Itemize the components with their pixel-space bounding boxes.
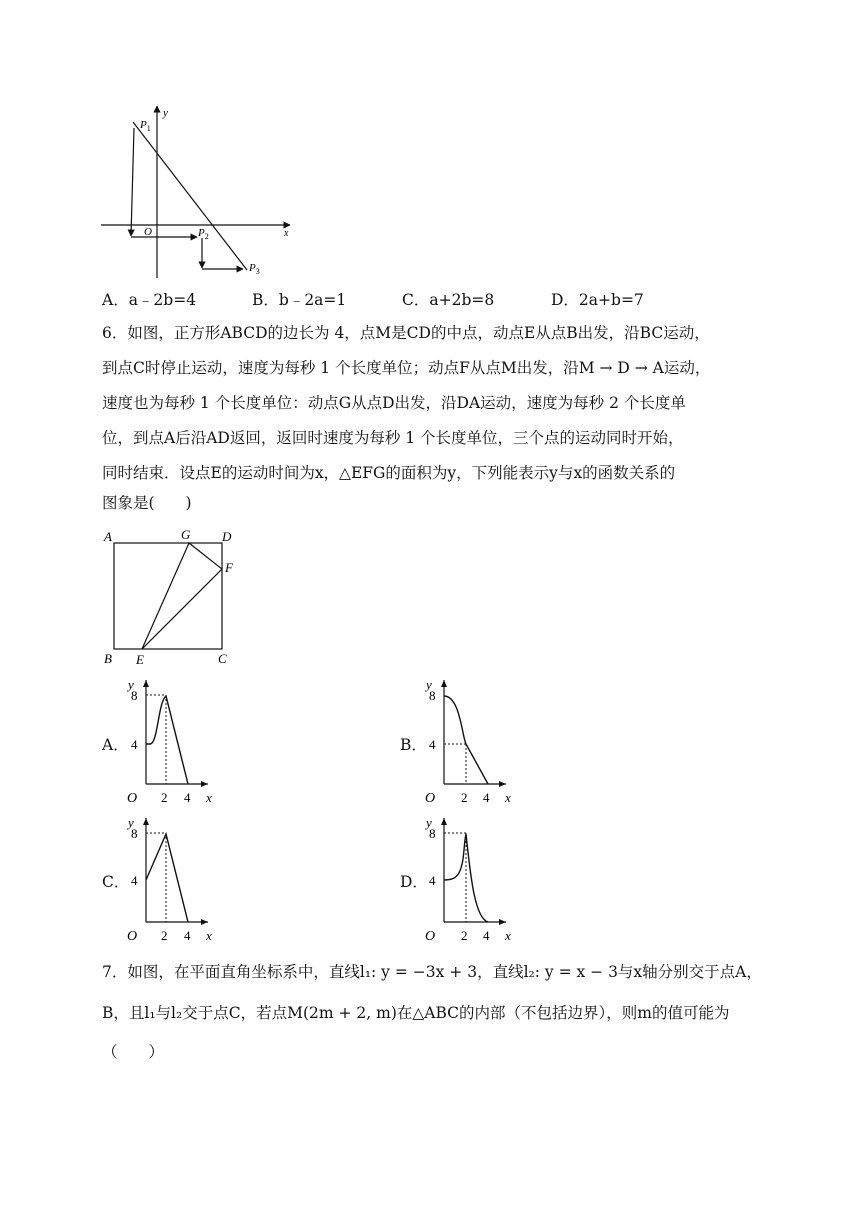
q6-label-e: E — [136, 652, 144, 667]
q5-x-label: x — [284, 228, 289, 239]
q6-label-d: D — [222, 529, 232, 544]
svg-text:y: y — [426, 815, 432, 830]
svg-text:4: 4 — [429, 737, 436, 752]
svg-text:4: 4 — [184, 928, 191, 943]
q6-graph-d — [416, 810, 526, 945]
q5-option-d: D．2a+b=7 — [551, 291, 644, 309]
q5-line — [133, 122, 247, 270]
svg-text:x: x — [206, 790, 212, 805]
q5-option-b: B．b﹣2a=1 — [252, 291, 347, 309]
q7-text-line-3: （ ） — [102, 1043, 165, 1061]
q6-graph-c — [118, 810, 228, 945]
q6-text-line-4: 位，到点A后沿AD返回，返回时速度为每秒 1 个长度单位，三个点的运动同时开始， — [102, 429, 684, 447]
svg-text:8: 8 — [429, 826, 436, 841]
svg-text:4: 4 — [429, 873, 436, 888]
svg-text:2: 2 — [161, 790, 168, 805]
q6-square-figure — [100, 525, 250, 670]
q7-text-line-2: B，且l₁与l₂交于点C，若点M(2m + 2, m)在△ABC的内部（不包括边界），则m的值可能为 — [102, 1004, 730, 1022]
q6-label-c: C — [218, 651, 227, 666]
svg-text:y: y — [426, 677, 432, 692]
q6-label-g: G — [181, 527, 191, 542]
q5-p1-label: $P_1$ — [140, 119, 151, 133]
q7-text-line-1: 7．如图，在平面直角坐标系中，直线l₁: y = −3x + 3，直线l₂: y = x − 3与x轴分别交于点A， — [102, 963, 762, 981]
svg-text:8: 8 — [429, 688, 436, 703]
q5-y-label: y — [163, 107, 168, 119]
q6-text-line-6: 图象是( ) — [102, 494, 192, 512]
svg-text:4: 4 — [483, 790, 490, 805]
q6-text-line-3: 速度也为每秒 1 个长度单位：动点G从点D出发，沿DA运动，速度为每秒 2 个长度单 — [102, 394, 686, 412]
svg-text:4: 4 — [131, 737, 138, 752]
q6-graph-a — [118, 672, 228, 807]
q5-option-c: C．a+2b=8 — [402, 291, 495, 309]
svg-text:x: x — [505, 928, 511, 943]
svg-text:O: O — [127, 791, 138, 806]
svg-text:4: 4 — [184, 790, 191, 805]
q6-text-line-2: 到点C时停止运动，速度为每秒 1 个长度单位；动点F从点M出发，沿M → D → A运动， — [102, 359, 711, 377]
svg-text:2: 2 — [461, 790, 468, 805]
svg-text:x: x — [505, 790, 511, 805]
svg-text:4: 4 — [483, 928, 490, 943]
q6-option-c-letter: C． — [102, 873, 130, 891]
svg-text:4: 4 — [131, 873, 138, 888]
q5-option-a: A．a﹣2b=4 — [102, 291, 197, 309]
q6-text-line-1: 6．如图，正方形ABCD的边长为 4，点M是CD的中点，动点E从点B出发，沿BC运动， — [102, 324, 710, 342]
svg-text:8: 8 — [131, 688, 138, 703]
q6-label-f: F — [225, 560, 233, 575]
svg-text:2: 2 — [461, 928, 468, 943]
svg-text:O: O — [425, 929, 436, 944]
q6-triangle-efg — [142, 543, 222, 649]
q6-option-a-letter: A． — [102, 736, 129, 754]
q5-origin-label: O — [144, 226, 152, 238]
svg-text:y: y — [128, 677, 134, 692]
svg-text:x: x — [206, 928, 212, 943]
svg-text:O: O — [425, 791, 436, 806]
q6-option-b-letter: B． — [400, 736, 427, 754]
svg-text:2: 2 — [161, 928, 168, 943]
q6-graph-b — [416, 672, 526, 807]
svg-text:y: y — [128, 815, 134, 830]
q6-option-d-letter: D． — [400, 873, 428, 891]
q5-figure — [95, 100, 305, 280]
q6-text-line-5: 同时结束．设点E的运动时间为x，△EFG的面积为y，下列能表示y与x的函数关系的 — [102, 464, 676, 482]
q5-p3-label: $P_3$ — [249, 262, 260, 276]
svg-text:8: 8 — [131, 826, 138, 841]
q6-label-a: A — [104, 529, 112, 544]
q6-label-b: B — [104, 651, 112, 666]
svg-text:O: O — [127, 929, 138, 944]
q5-p2-label: $P_2$ — [198, 227, 209, 241]
